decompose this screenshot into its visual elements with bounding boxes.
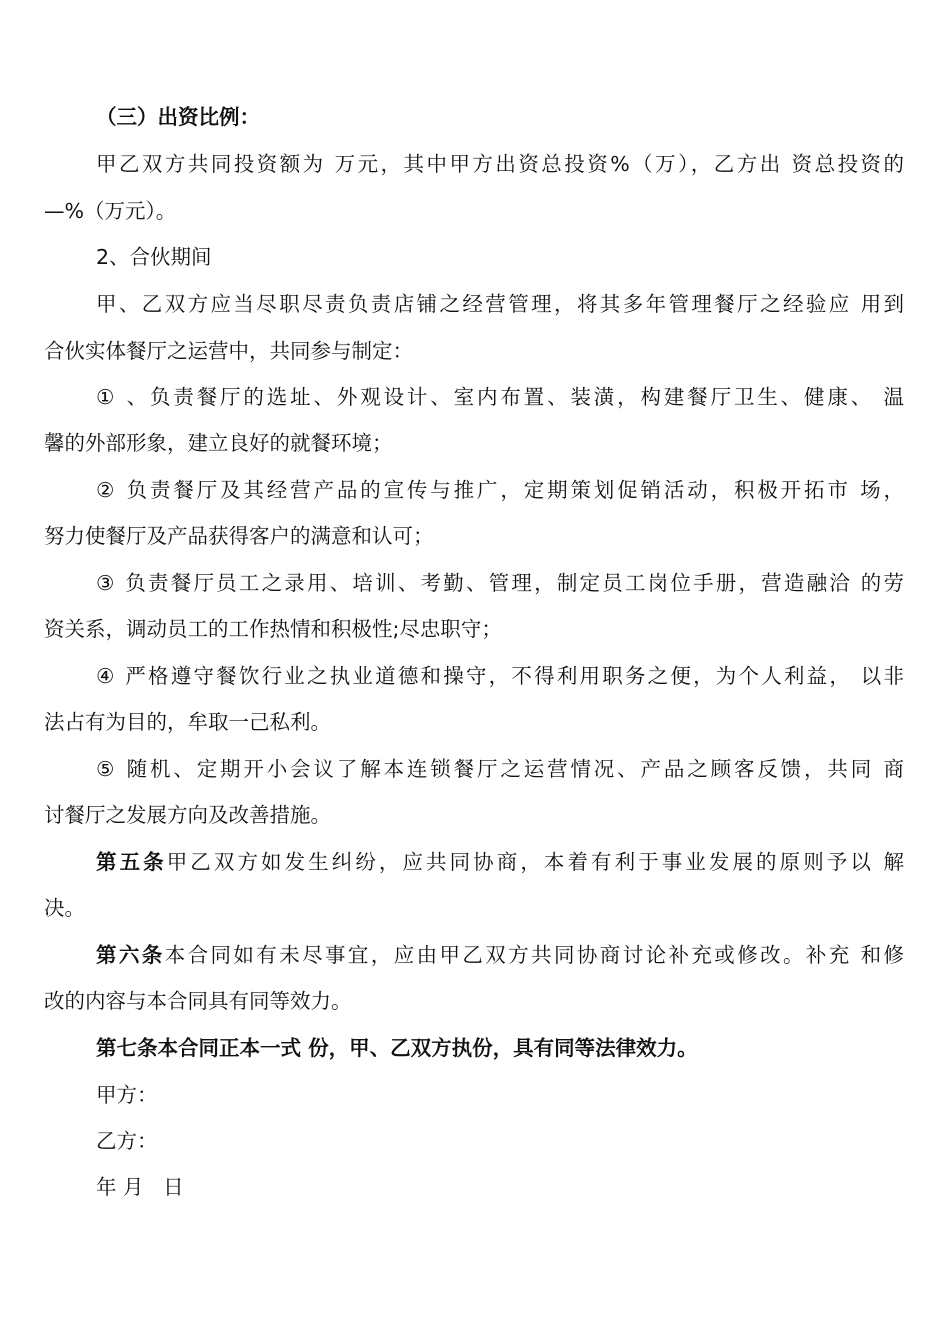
- period-paragraph-line-2: 合伙实体餐厅之运营中，共同参与制定：: [44, 339, 413, 363]
- article-6-line-1: [96, 940, 904, 971]
- article-5-label: 第五条: [96, 850, 167, 874]
- article-5-line-2: 决。: [44, 896, 85, 920]
- signing-date-line: 年 月 日: [96, 1175, 184, 1199]
- investment-paragraph-line-1: 甲乙双方共同投资额为 万元，其中甲方出资总投资%（万），乙方出 资总投资的: [96, 152, 904, 176]
- duty-item-4-line-2: 法占有为目的，牟取一己私利。: [44, 710, 331, 734]
- period-paragraph-line-1: 甲、乙双方应当尽职尽责负责店铺之经营管理，将其多年管理餐厅之经验应 用到: [96, 292, 904, 316]
- duty-item-1-line-2: 馨的外部形象，建立良好的就餐环境；: [44, 431, 393, 455]
- article-6-line-2: 改的内容与本合同具有同等效力。: [44, 989, 352, 1013]
- party-b-signature-label: 乙方：: [96, 1129, 158, 1153]
- duty-item-3-line-1: ③ 负责餐厅员工之录用、培训、考勤、管理，制定员工岗位手册，营造融洽 的劳: [96, 571, 904, 595]
- article-6-label: 第六条: [96, 943, 165, 967]
- duty-item-5-line-2: 讨餐厅之发展方向及改善措施。: [44, 803, 331, 827]
- article-7-line: 第七条本合同正本一式 份，甲、乙双方执份，具有同等法律效力。: [96, 1036, 698, 1060]
- investment-paragraph-line-2: —%（万元）。: [44, 199, 177, 223]
- duty-item-2-line-1: ② 负责餐厅及其经营产品的宣传与推广，定期策划促销活动，积极开拓市 场，: [96, 478, 904, 502]
- duty-item-5-line-1: ⑤ 随机、定期开小会议了解本连锁餐厅之运营情况、产品之顾客反馈，共同 商: [96, 757, 904, 781]
- duty-item-1-line-1: ① 、负责餐厅的选址、外观设计、室内布置、装潢，构建餐厅卫生、健康、 温: [96, 385, 904, 409]
- article-5-text: 甲乙双方如发生纠纷，应共同协商，本着有利于事业发展的原则予以 解: [166, 850, 905, 874]
- duty-item-2-line-2: 努力使餐厅及产品获得客户的满意和认可；: [44, 524, 434, 548]
- article-6-text: 本合同如有未尽事宜，应由甲乙双方共同协商讨论补充或修改。补充 和修: [164, 943, 905, 967]
- article-5-line-1: [96, 847, 904, 878]
- party-a-signature-label: 甲方：: [96, 1083, 158, 1107]
- partnership-period-heading: 2、合伙期间: [96, 245, 212, 269]
- duty-item-4-line-1: ④ 严格遵守餐饮行业之执业道德和操守，不得利用职务之便，为个人利益， 以非: [96, 664, 904, 688]
- section-heading-investment-ratio: （三）出资比例：: [96, 105, 260, 129]
- duty-item-3-line-2: 资关系，调动员工的工作热情和积极性;尽忠职守；: [44, 617, 502, 641]
